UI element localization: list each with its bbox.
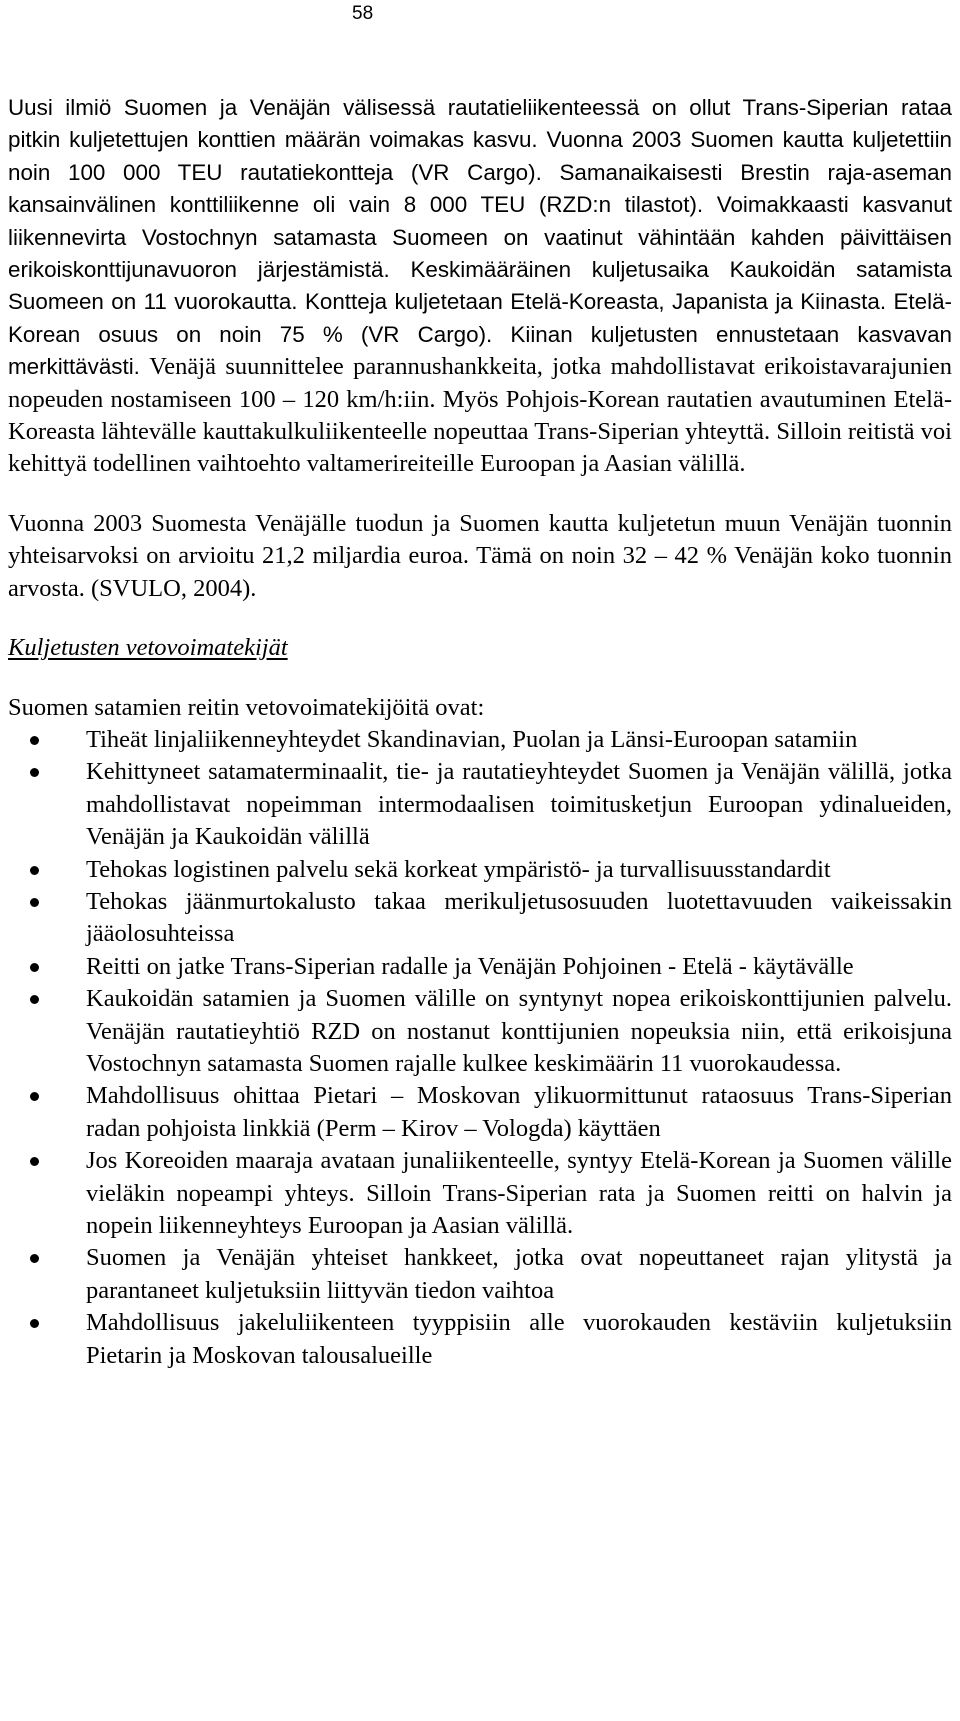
bullet-icon <box>30 1092 39 1101</box>
bullet-icon <box>30 736 39 745</box>
paragraph-spacer <box>8 481 952 508</box>
list-item-text: Kaukoidän satamien ja Suomen välille on syntynyt nopea erikoiskonttijunien palvelu. Venäjän rautatieyhtiö RZD on nostanut konttijunien nopeuksia niin, että erikoisjuna Vostochnyn satamasta Suomen rajalle kulkee keskimäärin 11 vuorokaudessa. <box>86 985 952 1077</box>
list-item-text: Reitti on jatke Trans-Siperian radalle ja Venäjän Pohjoinen - Etelä - käytävälle <box>86 952 854 980</box>
bullet-icon <box>30 768 39 777</box>
bullet-icon <box>30 866 39 875</box>
list-item-text: Kehittyneet satamaterminaalit, tie- ja rautatieyhteydet Suomen ja Venäjän välillä, jotka mahdollistavat nopeimman intermodaalisen toimitusketjun Euroopan ydinalueiden, Venäjän ja Kaukoidän välillä <box>86 758 952 851</box>
list-item <box>8 983 952 1080</box>
document-body <box>8 92 952 1372</box>
paragraph-rail-containers-sans-part: Uusi ilmiö Suomen ja Venäjän välisessä rautatieliikenteessä on ollut Trans-Siperian rataa pitkin kuljetettujen konttien määrän voimakas kasvu. Vuonna 2003 Suomen kautta kuljetettiin noin 100 000 TEU rautatiekontteja (VR Cargo). Samanaikaisesti Brestin raja-aseman kansainvälinen konttiliikenne oli vain 8 000 TEU (RZD:n tilastot). Voimakkaasti kasvanut liikennevirta Vostochnyn satamasta Suomeen on vaatinut vähintään kahden päivittäisen erikoiskonttijunavuoron järjestämistä. Keskimääräinen kuljetusaika Kaukoidän satamista Suomeen on 11 vuorokautta. Kontteja kuljetetaan Etelä-Koreasta, Japanista ja Kiinasta. Etelä-Korean osuus on noin 75 % (VR Cargo). Kiinan kuljetusten ennustetaan kasvavan merkittävästi. <box>8 95 952 380</box>
list-item <box>8 1307 952 1372</box>
list-item <box>8 756 952 853</box>
bullet-icon <box>30 1319 39 1328</box>
list-item-text: Suomen ja Venäjän yhteiset hankkeet, jotka ovat nopeuttaneet rajan ylitystä ja parantaneet kuljetuksiin liittyvän tiedon vaihtoa <box>86 1244 952 1304</box>
list-item-text: Jos Koreoiden maaraja avataan junaliikenteelle, syntyy Etelä-Korean ja Suomen välille vieläkin nopeampi yhteys. Silloin Trans-Siperian rata ja Suomen reitti on halvin ja nopein liikenneyhteys Euroopan ja Aasian välillä. <box>86 1147 952 1239</box>
list-intro: Suomen satamien reitin vetovoimatekijöitä ovat: <box>8 693 485 721</box>
bullet-icon <box>30 963 39 972</box>
bullet-icon <box>30 898 39 907</box>
list-item-text: Mahdollisuus jakeluliikenteen tyyppisiin alle vuorokauden kestäviin kuljetuksiin Pietarin ja Moskovan talousalueille <box>86 1309 952 1369</box>
list-item-text: Tehokas logistinen palvelu sekä korkeat ympäristö- ja turvallisuusstandardit <box>86 855 831 883</box>
list-item-text: Tehokas jäänmurtokalusto takaa merikuljetusosuuden luotettavuuden vaikeissakin jääolosuhteissa <box>86 887 952 948</box>
list-item <box>8 854 952 886</box>
paragraph-rail-containers <box>8 92 952 481</box>
list-item <box>8 951 952 983</box>
attraction-factors-list <box>8 724 952 1372</box>
bullet-icon <box>30 1157 39 1166</box>
list-item <box>8 886 952 951</box>
bullet-icon <box>30 995 39 1004</box>
list-item <box>8 1145 952 1242</box>
bullet-icon <box>30 1254 39 1263</box>
paragraph-spacer <box>8 605 952 632</box>
paragraph-import-value: Vuonna 2003 Suomesta Venäjälle tuodun ja Suomen kautta kuljetetun muun Venäjän tuonnin yhteisarvoksi on arvioitu 21,2 miljardia euroa. Tämä on noin 32 – 42 % Venäjän koko tuonnin arvosta. (SVULO, 2004). <box>8 509 952 602</box>
paragraph-rail-containers-serif-part: Venäjä suunnittelee parannushankkeita, jotka mahdollistavat erikoistavarajunien nopeuden nostamiseen 100 – 120 km/h:iin. Myös Pohjois-Korean rautatien avautuminen Etelä-Koreasta lähtevälle kauttakulkuliikenteelle nopeuttaa Trans-Siperian yhteyttä. Silloin reitistä voi kehittyä todellinen vaihtoehto valtamerireiteille Euroopan ja Aasian välillä. <box>8 353 953 478</box>
list-item-text: Tiheät linjaliikenneyhteydet Skandinavian, Puolan ja Länsi-Euroopan satamiin <box>86 725 858 753</box>
list-item <box>8 1242 952 1307</box>
list-item <box>8 724 952 756</box>
list-item <box>8 1080 952 1145</box>
list-item-text: Mahdollisuus ohittaa Pietari – Moskovan ylikuormittunut rataosuus Trans-Siperian radan pohjoista linkkiä (Perm – Kirov – Vologda) käyttäen <box>86 1082 952 1142</box>
section-heading: Kuljetusten vetovoimatekijät <box>8 634 288 662</box>
page-number-text: 58 <box>352 3 374 24</box>
paragraph-spacer <box>8 665 952 692</box>
